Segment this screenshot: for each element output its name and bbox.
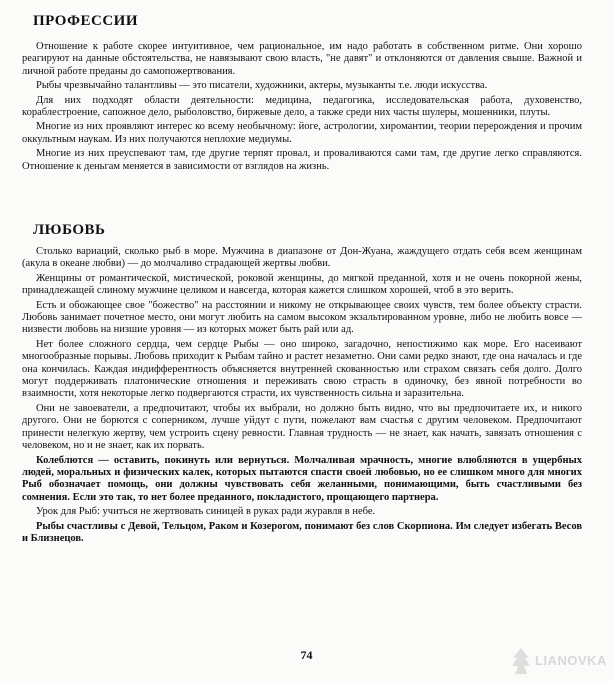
paragraph: Рыбы чрезвычайно талантливы — это писатели, художники, актеры, музыканты т.е. люди искусства. — [36, 80, 488, 92]
paragraph: Нет более сложного сердца, чем сердце Рыбы — оно широко, загадочно, непостижимо как море. Его насеивают многообразные порывы. Любовь приходит к Рыбам тайно и растет незаметно. Они сами редко знают, где она началась и где она кончилась. Каждая индифферентность объясняется внутренней скованностью или страхом связать себя долго. Долго могут поддерживать платонические отношения и переживать свою страсть в одиночку, без явной потребности во взаимности, хотя некоторые легко подвергаются страсти, их чувственность сильна и заразительна. — [22, 338, 582, 400]
professions-text — [22, 41, 582, 175]
paragraph: Многие из них преуспевают там, где другие терпят провал, и проваливаются сами там, где другие легко справляются. Отношение к деньгам меняется в зависимости от взглядов на жизнь. — [22, 148, 582, 172]
watermark-logo-icon — [509, 646, 533, 676]
paragraph: Женщины от романтической, мистической, роковой женщины, до мягкой преданной, хотя и не очень покорной жены, принадлежащей слиному мужчине целиком и навсегда, которая кажется слишком хорошей, чтоб в это верить. — [22, 272, 582, 297]
love-text — [22, 246, 582, 547]
section-title-professions: ПРОФЕССИИ — [33, 13, 138, 29]
watermark — [509, 646, 605, 676]
paragraph: Многие из них проявляют интерес ко всему необычному: йоге, астрологии, хиромантии, теории перерождения и прочим оккультным наукам. Из них получаются неплохие медиумы. — [22, 121, 582, 145]
paragraph: Они не завоеватели, а предпочитают, чтобы их выбрали, но должно быть видно, что вы предпочитаете их, и никого другого. Они не борются с соперником, лучше уйдут с пути, пожелают вам счастья с другим человеком. Предпочитают принести нелегкую жертву, чем устроить сцену ревности. Главная трудность — не знает, как начать, завязать отношения с человеком, но и не знает, как их порвать. — [22, 402, 582, 452]
section-title-love: ЛЮБОВЬ — [33, 222, 106, 238]
page-number: 74 — [300, 648, 313, 662]
paragraph: Для них подходят области деятельности: медицина, педагогика, исследовательская работа, духовенство, кораблестроение, сапожное дело, рыболовство, биржевые дело, а также среди них часты шулеры, мошенники, плуты. — [22, 94, 582, 119]
paragraph: Рыбы счастливы с Девой, Тельцом, Раком и Козерогом, понимают без слов Скорпиона. Им следует избегать Весов и Близнецов. — [22, 520, 582, 544]
paragraph: Колеблются — оставить, покинуть или вернуться. Молчаливая мрачность, многие влюбляются в ущербных людей, моральных и физических калек, которых пытаются спасти своей любовью, но ее слишком много для многих Рыб обозначает помощь, они должны чувствовать себя желанными, понимающими, быть счастливыми без сомнения. Если это так, то нет более преданного, покладистого, прощающего партнера. — [22, 454, 582, 503]
paragraph: Столько вариаций, сколько рыб в море. Мужчина в диапазоне от Дон-Жуана, жаждущего отдать себя всем женщинам (акула в океане любви) — до молчаливо страдающей жертвы любви. — [22, 246, 582, 270]
paragraph: Отношение к работе скорее интуитивное, чем рациональное, им надо работать в собственном ритме. Они хорошо реагируют на данные обстоятельства, не навязывают свою власть, "не давят" и отклоняются от давления свыше. Важной и личной работе преданы до самопожертвования. — [22, 41, 582, 77]
paragraph: Есть и обожающее свое "божество" на расстоянии и никому не открывающее своих чувств, тем более объекту страсти. Любовь занимает почетное место, они могут любить на самом высоком экзальтированном уровне, либо не любить вовсе — низвести любовь на низшие уровня — из которых может быть рай или ад. — [22, 299, 582, 336]
paragraph: Урок для Рыб: учиться не жертвовать синицей в руках ради журавля в небе. — [36, 506, 376, 518]
watermark-text: LIANOVKA — [535, 653, 607, 668]
